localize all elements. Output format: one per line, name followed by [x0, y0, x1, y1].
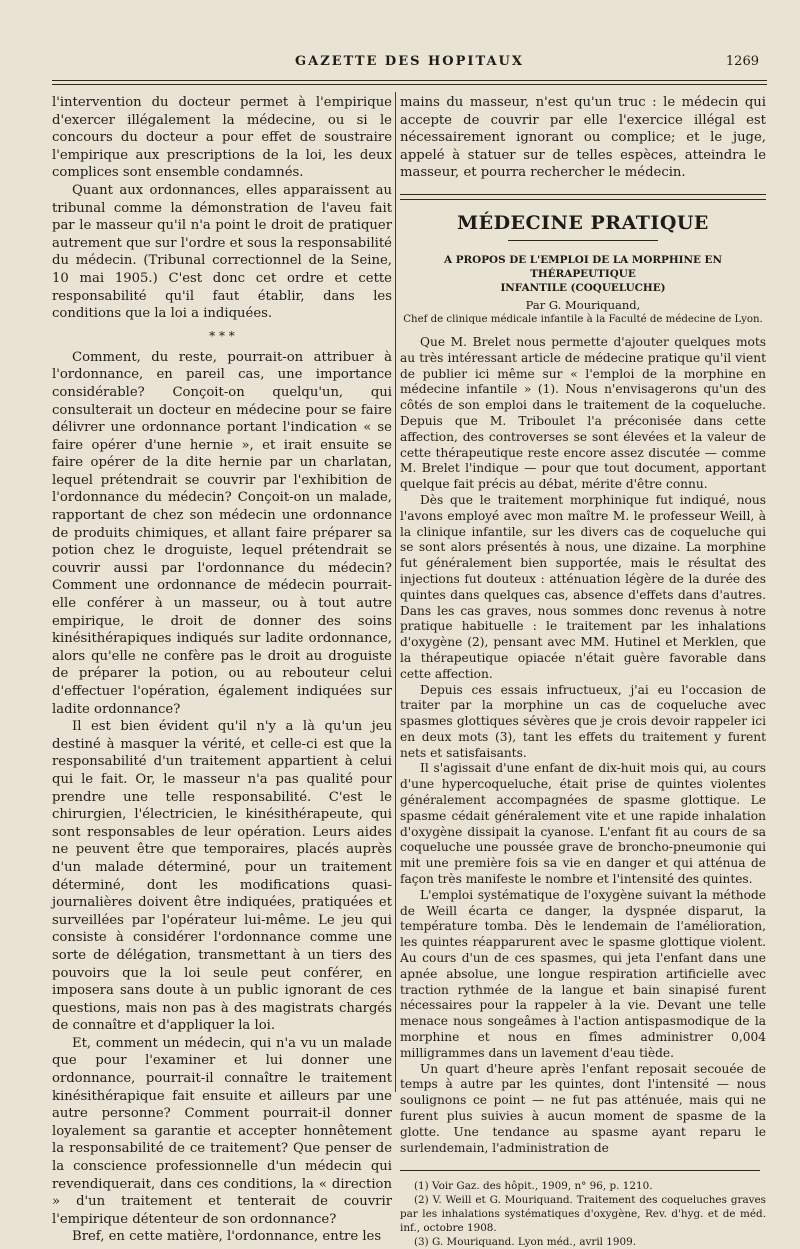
- paragraph: Depuis ces essais infructueux, j'ai eu l'occasion de traiter par la morphine un cas de coqueluche avec spasmes glottiques sévères que je crois devoir rappeler ici en deux mots (3), tant les effets du traitement y furent nets et satisfaisants.: [400, 682, 766, 760]
- article-body: [400, 335, 766, 1156]
- paragraph: Bref, en cette matière, l'ordonnance, entre les: [72, 1229, 382, 1245]
- footnote: (2) V. Weill et G. Mouriquand. Traitement des coqueluches graves par les inhalations systématiques d'oxygène, Rev. d'hyg. et de méd. inf., octobre 1908.: [400, 1194, 766, 1235]
- section-title: MÉDECINE PRATIQUE: [457, 211, 709, 234]
- header-rule-2: [52, 84, 767, 85]
- paragraph: Comment, du reste, pourrait-on attribuer à l'ordonnance, en pareil cas, une importance considérable? Conçoit-on quelqu'un, qui consulterait un docteur en médecine pour se faire délivrer une ordonnance portant l'indication « se faire opérer d'une hernie », et irait ensuite se faire opérer de la dite hernie par un charlatan, lequel prétendrait se couvrir par l'exhibition de l'ordonnance du médecin? Conçoit-on un malade, rapportant de chez son médecin une ordonnance de produits chimiques, et allant faire préparer sa potion chez le droguiste, lequel prétendrait se couvrir aussi par l'ordonnance du médecin? Comment une ordonnance de médecin pourrait-elle conférer à un masseur, ou à tout autre empirique, le droit de donner des soins kinésithérapiques indiqués sur ladite ordonnance, alors qu'elle ne confère pas le droit au droguiste de préparer la potion, ou au rebouteur celui d'effectuer l'opération, également indiquées sur ladite ordonnance?: [52, 349, 392, 717]
- section-rule: [400, 194, 766, 200]
- paragraph: Un quart d'heure après l'enfant reposait secouée de temps à autre par les quintes, dont l'intensité — nous soulignons ce point — ne fut pas atténuée, mais qui ne furent plus suivies à aucun moment de spasme de la glotte. Une tendance au spasme ayant reparu le surlendemain, l'administration de: [400, 1061, 766, 1155]
- footnote: (1) Voir Gaz. des hôpit., 1909, n° 96, p. 1210.: [414, 1180, 653, 1193]
- journal-title: GAZETTE DES HOPITAUX: [295, 54, 524, 69]
- article-title: A PROPOS DE L'EMPLOI DE LA MORPHINE EN THÉRAPEUTIQUE: [444, 253, 722, 280]
- left-column: [52, 94, 392, 1246]
- paragraph: mains du masseur, n'est qu'un truc : le médecin qui accepte de couvrir par elle l'exercice illégal est nécessairement ignorant ou complice; et le juge, appelé à statuer sur de telles espèces, atteindra le masseur, et pourra rechercher le médecin.: [400, 95, 766, 181]
- paragraph: Quant aux ordonnances, elles apparaissent au tribunal comme la démonstration de l'aveu fait par le masseur qu'il n'a point le droit de pratiquer autrement que sur l'ordre et sous la responsabilité du médecin. (Tribunal correctionnel de la Seine, 10 mai 1905.) C'est donc cet ordre et cette responsabilité qu'il faut établir, dans les conditions que la loi a indiquées.: [52, 182, 392, 322]
- author-affiliation: Chef de clinique médicale infantile à la Faculté de médecine de Lyon.: [403, 313, 763, 325]
- running-header: [52, 54, 767, 76]
- footnote: (3) G. Mouriquand. Lyon méd., avril 1909.: [414, 1236, 637, 1249]
- column-separator: [395, 92, 396, 1092]
- paragraph: L'emploi systématique de l'oxygène suivant la méthode de Weill écarta ce danger, la dyspnée disparut, la température tomba. Dès le lendemain de l'amélioration, les quintes réapparurent avec le spasme glottique violent. Au cours d'un de ces spasmes, qui jeta l'enfant dans une apnée absolue, une longue respiration artificielle avec traction rythmée de la langue et bain sinapisé furent nécessaires pour la rappeler à la vie. Devant une telle menace nous songeâmes à l'action antispasmodique de la morphine et nous en fîmes administrer 0,004 milligrammes dans un lavement d'eau tiède.: [400, 887, 766, 1060]
- paragraph: Dès que le traitement morphinique fut indiqué, nous l'avons employé avec mon maître M. le professeur Weill, à la clinique infantile, sur les divers cas de coqueluche qui se sont alors présentés à nous, une dizaine. La morphine fut généralement bien supportée, mais le résultat des injections fut douteux : atténuation légère de la durée des quintes dans quelques cas, absence d'effets dans d'autres. Dans les cas graves, nous sommes donc revenus à notre pratique habituelle : le traitement par les inhalations d'oxygène (2), pensant avec MM. Hutinel et Merklen, que la thérapeutique opiacée n'était guère favorable dans cette affection.: [400, 492, 766, 681]
- paragraph: Il est bien évident qu'il n'y a là qu'un jeu destiné à masquer la vérité, et celle-ci est que la responsabilité d'un traitement appartient à celui qui le fait. Or, le masseur n'a pas qualité pour prendre une telle responsabilité. C'est le chirurgien, l'électricien, le kinésithérapeute, qui sont responsables de leur opération. Leurs aides ne peuvent être que temporaires, placés auprès d'un malade déterminé, pour un traitement déterminé, dont les modifications quasi-journalières doivent être indiquées, pratiquées et surveillées par l'opérateur lui-même. Le jeu qui consiste à considérer l'ordonnance comme une sorte de délégation, transmettant à un tiers des pouvoirs que la loi seule peut conférer, en imposera sans doute à un public ignorant de ces questions, mais non pas à des magistrats chargés de connaître et d'appliquer la loi.: [52, 719, 392, 1034]
- author-byline: Par G. Mouriquand,: [525, 297, 641, 312]
- right-column: [400, 94, 766, 1249]
- page-number: 1269: [725, 54, 759, 69]
- article-title-line-2: INFANTILE (COQUELUCHE): [500, 281, 666, 294]
- paragraph: Il s'agissait d'une enfant de dix-huit mois qui, au cours d'une hypercoqueluche, était prise de quintes violentes généralement accompagnées de spasme glottique. Le spasme cédait généralement vite et une rapide inhalation d'oxygène dissipait la cyanose. L'enfant fit au cours de sa coqueluche une poussée grave de broncho-pneumonie qui mit une première fois sa vie en danger et qui atténua de façon très manifeste le nombre et l'intensité des quintes.: [400, 761, 766, 887]
- paragraph: Et, comment un médecin, qui n'a vu un malade que pour l'examiner et lui donner une ordonnance, pourrait-il connaître le traitement kinésithérapique fait ensuite et ailleurs par une autre personne? Comment pourrait-il donner loyalement sa garantie et accepter honnêtement la responsabilité de ce traitement? Que penser de la conscience professionnelle d'un médecin qui revendiquerait, dans ces conditions, la « direction » d'un traitement et tenterait de couvrir l'empirique détenteur de son ordonnance?: [52, 1035, 392, 1227]
- paragraph: l'intervention du docteur permet à l'empirique d'exercer illégalement la médecine, ou si le concours du docteur a pour effet de soustraire l'empirique aux prescriptions de la loi, les deux complices sont ensemble condamnés.: [52, 95, 392, 181]
- title-rule: [508, 240, 658, 241]
- paragraph: Que M. Brelet nous permette d'ajouter quelques mots au très intéressant article de médecine pratique qu'il vient de publier ici même sur « l'emploi de la morphine en médecine infantile » (1). Nous n'envisagerons qu'un des côtés de son emploi dans le traitement de la coqueluche. Depuis que M. Triboulet l'a préconisée dans cette affection, des controverses se sont élevées et la valeur de cette thérapeutique reste encore assez discutée — comme M. Brelet l'indique — pour que tout document, apportant quelque fait précis au débat, mérite d'être connu.: [400, 334, 766, 492]
- header-rule: [52, 80, 767, 81]
- section-asterism: * * *: [209, 328, 235, 343]
- footnote-rule: [400, 1170, 760, 1171]
